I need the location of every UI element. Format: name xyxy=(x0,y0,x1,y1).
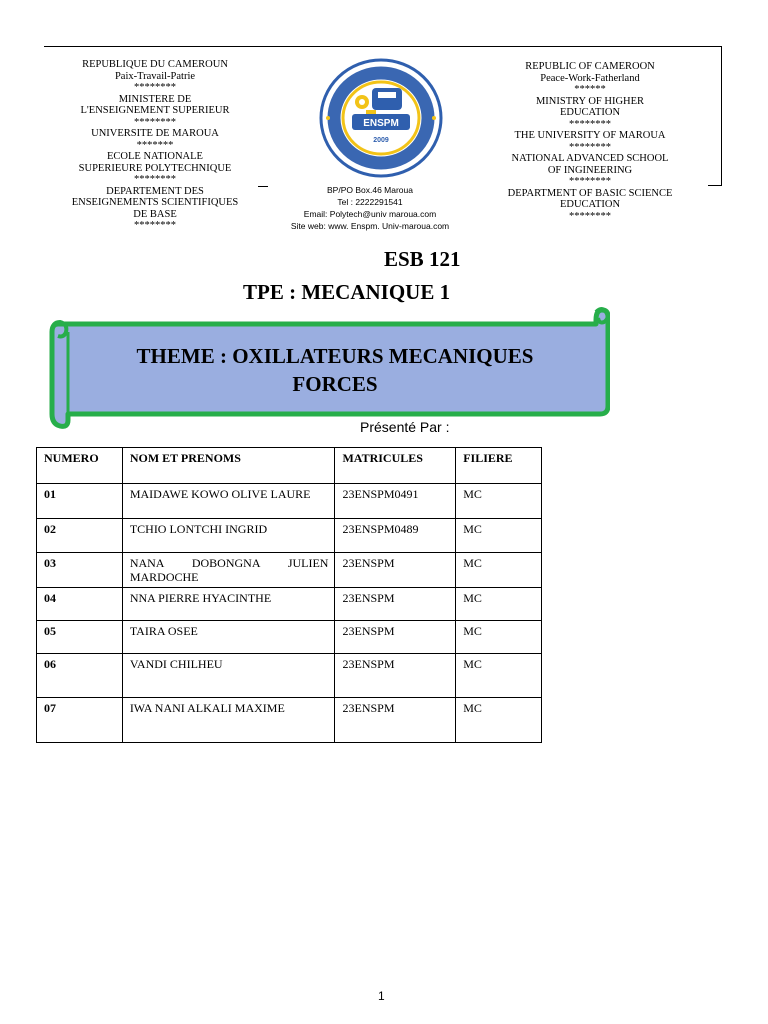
theme-line-2: FORCES xyxy=(292,372,378,396)
header-right-line: ******** xyxy=(569,118,611,130)
header-right-line: DEPARTMENT OF BASIC SCIENCE xyxy=(507,187,673,199)
cell-filiere: MC xyxy=(456,553,542,588)
header-right-line: Peace-Work-Fatherland xyxy=(540,72,640,84)
cell-name: TAIRA OSEE xyxy=(122,621,335,654)
cell-num: 02 xyxy=(37,519,123,553)
header-left-line: ******** xyxy=(134,174,176,185)
contact-email: Email: Polytech@univ maroua.com xyxy=(303,209,437,219)
header-right-line: ****** xyxy=(574,84,606,95)
header-left-line: ECOLE NATIONALE xyxy=(107,151,203,162)
header-left-line: DE BASE xyxy=(133,208,177,220)
table-row xyxy=(37,654,542,698)
header-left-line: UNIVERSITE DE MAROUA xyxy=(91,128,219,139)
header-left-line: ENSEIGNEMENTS SCIENTIFIQUES xyxy=(71,197,239,208)
contact-address: BP/PO Box.46 Maroua xyxy=(327,185,413,195)
course-title: TPE : MECANIQUE 1 xyxy=(243,280,451,304)
course-code: ESB 121 xyxy=(384,247,461,271)
header-right-line: MINISTRY OF HIGHER xyxy=(535,95,645,107)
cell-num: 01 xyxy=(37,484,123,519)
header-matricules: MATRICULES xyxy=(335,448,456,484)
header-frame-right-line xyxy=(721,46,722,186)
header-right-line: NATIONAL ADVANCED SCHOOL xyxy=(511,153,669,164)
table-header-row xyxy=(37,448,542,484)
header-left-line: ******** xyxy=(134,220,176,231)
contact-info xyxy=(270,184,470,232)
header-numero: NUMERO xyxy=(37,448,123,484)
header-left-line: ******** xyxy=(134,82,176,93)
cell-matricule: 23ENSPM xyxy=(335,698,456,743)
header-left-line: SUPERIEURE POLYTECHNIQUE xyxy=(78,162,232,174)
cell-num: 04 xyxy=(37,588,123,621)
cell-matricule: 23ENSPM0491 xyxy=(335,484,456,519)
table-row xyxy=(37,484,542,519)
header-left-line: DEPARTEMENT DES xyxy=(106,185,204,197)
header-nom-prenoms: NOM ET PRENOMS xyxy=(122,448,335,484)
cell-name: NNA PIERRE HYACINTHE xyxy=(122,588,335,621)
page-number: 1 xyxy=(378,989,385,1003)
header-filiere: FILIERE xyxy=(456,448,542,484)
header-left-line: ******** xyxy=(134,116,176,128)
header-dash xyxy=(258,186,268,187)
cell-num: 06 xyxy=(37,654,123,698)
students-table xyxy=(36,447,542,743)
cell-filiere: MC xyxy=(456,698,542,743)
school-logo xyxy=(300,54,462,182)
table-row xyxy=(37,698,542,743)
enspm-logo-icon xyxy=(300,54,462,182)
header-left-column xyxy=(58,59,252,232)
cell-matricule: 23ENSPM xyxy=(335,621,456,654)
header-right-line: REPUBLIC OF CAMEROON xyxy=(525,61,655,72)
cell-filiere: MC xyxy=(456,519,542,553)
header-frame-tick xyxy=(708,185,722,186)
header-right-line: ******** xyxy=(569,141,611,153)
header-right-line: THE UNIVERSITY OF MAROUA xyxy=(514,130,666,141)
cell-filiere: MC xyxy=(456,588,542,621)
cell-name: NANA DOBONGNA JULIEN MARDOCHE xyxy=(122,553,335,588)
logo-acronym: ENSPM xyxy=(363,118,399,129)
header-left-line: Paix-Travail-Patrie xyxy=(114,70,196,82)
cell-num: 03 xyxy=(37,553,123,588)
header-right-line: ******** xyxy=(569,210,611,222)
cell-matricule: 23ENSPM0489 xyxy=(335,519,456,553)
contact-phone: Tel : 2222291541 xyxy=(337,197,403,207)
cell-name: MAIDAWE KOWO OLIVE LAURE xyxy=(122,484,335,519)
cell-num: 05 xyxy=(37,621,123,654)
header-right-line: ******** xyxy=(569,176,611,187)
logo-year: 2009 xyxy=(373,137,389,144)
cell-matricule: 23ENSPM xyxy=(335,654,456,698)
header-left-line: ******* xyxy=(136,139,174,151)
header-frame-top-line xyxy=(44,46,722,47)
header-right-line: OF INGINEERING xyxy=(547,164,633,176)
header-left-line: REPUBLIQUE DU CAMEROUN xyxy=(82,59,228,70)
contact-website: Site web: www. Enspm. Univ-maroua.com xyxy=(290,221,450,231)
table-row xyxy=(37,553,542,588)
cell-num: 07 xyxy=(37,698,123,743)
header-right-column xyxy=(490,61,690,222)
cell-name: IWA NANI ALKALI MAXIME xyxy=(122,698,335,743)
table-row xyxy=(37,621,542,654)
theme-line-1: THEME : OXILLATEURS MECANIQUES xyxy=(136,344,534,368)
table-row xyxy=(37,519,542,553)
cell-name: TCHIO LONTCHI INGRID xyxy=(122,519,335,553)
header-left-line: MINISTERE DE xyxy=(118,93,192,105)
table-row xyxy=(37,588,542,621)
cell-filiere: MC xyxy=(456,484,542,519)
cell-matricule: 23ENSPM xyxy=(335,588,456,621)
header-right-line: EDUCATION xyxy=(559,107,621,118)
cell-matricule: 23ENSPM xyxy=(335,553,456,588)
cell-filiere: MC xyxy=(456,621,542,654)
theme-title xyxy=(64,342,606,398)
presented-by-label: Présenté Par : xyxy=(360,419,450,435)
header-right-line: EDUCATION xyxy=(559,199,621,210)
cell-filiere: MC xyxy=(456,654,542,698)
header-left-line: L'ENSEIGNEMENT SUPERIEUR xyxy=(80,105,230,116)
cell-name: VANDI CHILHEU xyxy=(122,654,335,698)
